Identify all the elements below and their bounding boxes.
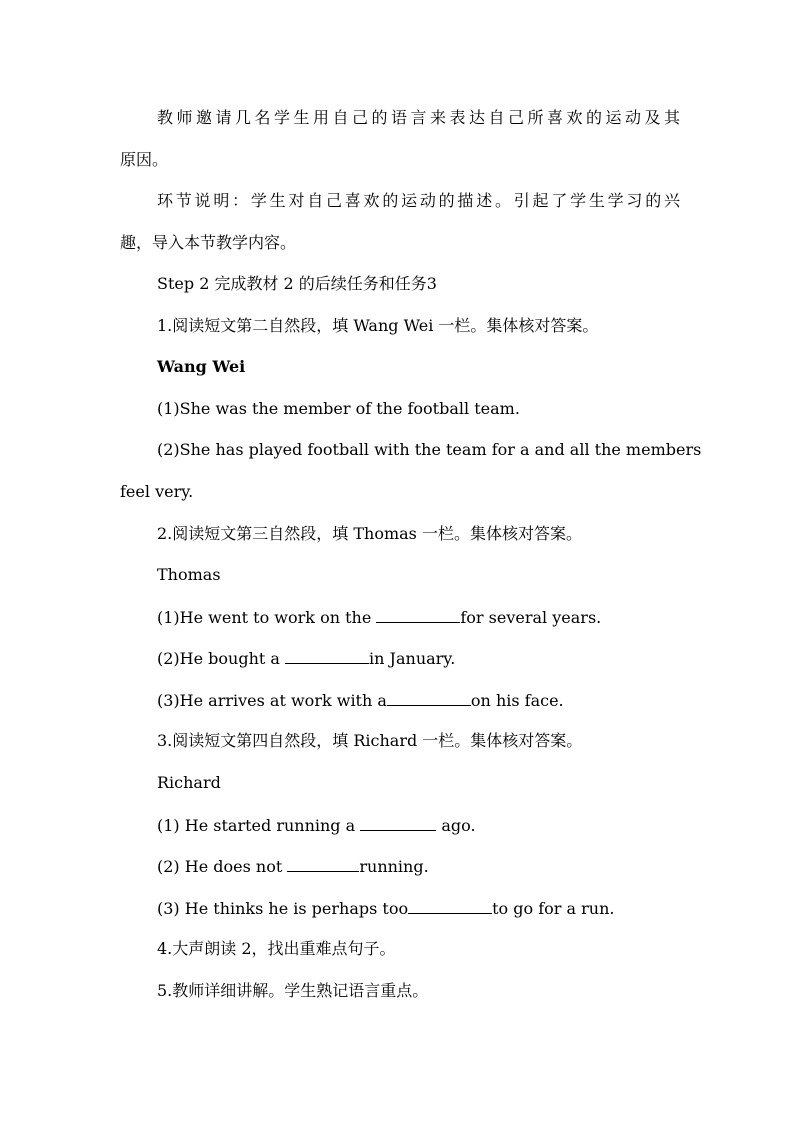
richard-item-3: (3) He thinks he is perhaps too to go for a run.	[157, 899, 615, 918]
answer-blank[interactable]	[387, 689, 471, 706]
thomas-item-2: (2)He bought a in January.	[157, 649, 456, 668]
answer-blank[interactable]	[408, 897, 492, 914]
paragraph-intro-line-2: 原因。	[120, 150, 169, 169]
wang-wei-item-2-line-2: feel very.	[120, 482, 194, 501]
step-2-heading: Step 2 完成教材 2 的后续任务和任务3	[157, 274, 437, 293]
answer-blank[interactable]	[287, 855, 359, 872]
richard-item-1: (1) He started running a ago.	[157, 816, 476, 835]
wang-wei-heading: Wang Wei	[157, 357, 246, 376]
section-note-line-2: 趣，导入本节教学内容。	[120, 233, 297, 252]
paragraph-intro-line-1: 教师邀请几名学生用自己的语言来表达自己所喜欢的运动及其	[157, 108, 680, 127]
wang-wei-item-2-line-1: (2)She has played football with the team for a and all the members	[157, 440, 702, 459]
richard-item-2: (2) He does not running.	[157, 857, 429, 876]
answer-blank[interactable]	[360, 814, 436, 831]
task-2-instruction: 2.阅读短文第三自然段，填 Thomas 一栏。集体核对答案。	[157, 524, 582, 543]
thomas-item-3: (3)He arrives at work with a on his face.	[157, 691, 564, 710]
wang-wei-item-1: (1)She was the member of the football team.	[157, 399, 520, 418]
task-5-instruction: 5.教师详细讲解。学生熟记语言重点。	[157, 981, 429, 1000]
richard-heading: Richard	[157, 773, 221, 792]
thomas-item-1: (1)He went to work on the for several years.	[157, 608, 602, 627]
answer-blank[interactable]	[285, 647, 369, 664]
thomas-heading: Thomas	[157, 565, 221, 584]
task-3-instruction: 3.阅读短文第四自然段，填 Richard 一栏。集体核对答案。	[157, 731, 583, 750]
section-note-line-1: 环节说明：学生对自己喜欢的运动的描述。引起了学生学习的兴	[157, 191, 680, 210]
task-1-instruction: 1.阅读短文第二自然段，填 Wang Wei 一栏。集体核对答案。	[157, 316, 599, 335]
task-4-instruction: 4.大声朗读 2，找出重难点句子。	[157, 939, 396, 958]
answer-blank[interactable]	[376, 606, 460, 623]
